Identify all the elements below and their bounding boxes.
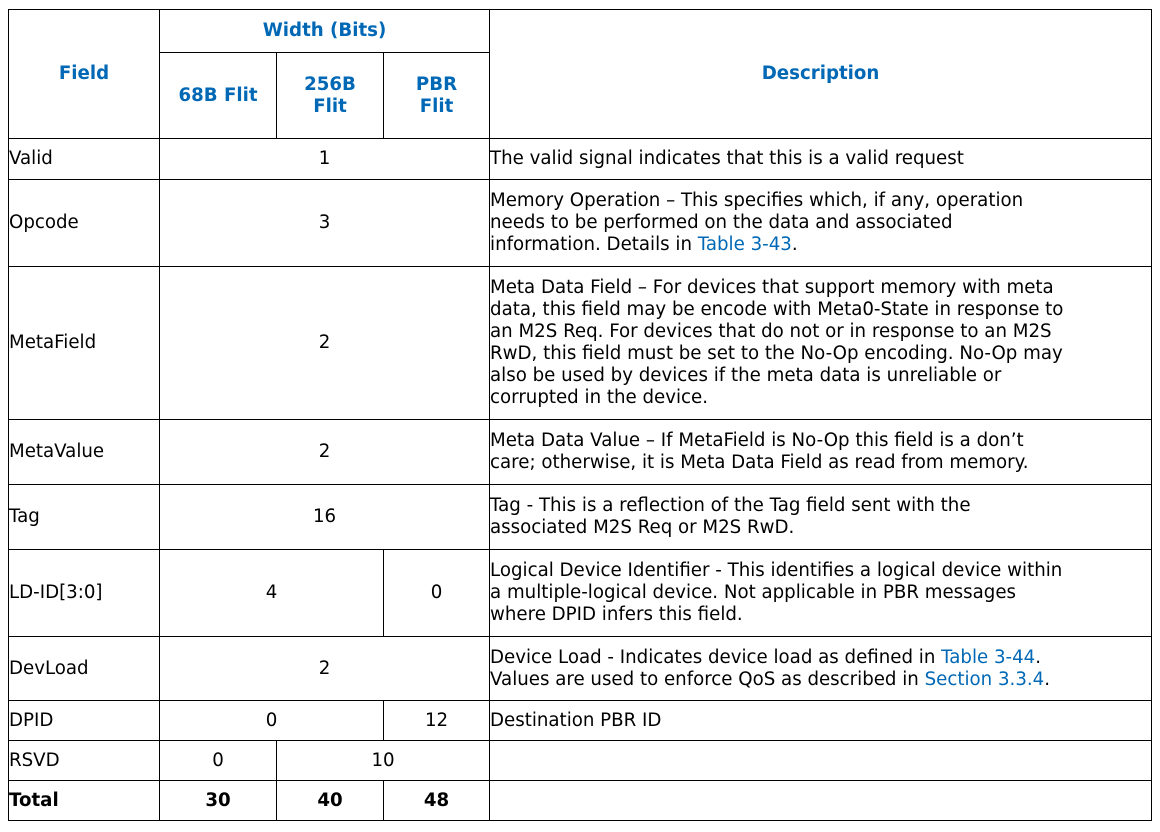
field-ld-id: LD-ID[3:0] bbox=[9, 550, 160, 637]
desc-metafield: Meta Data Field – For devices that support memory with meta data, this field may be encode with Meta0-State in response to an M2S Req. For devices that do not or in response to an M2S RwD, this field must be set to the No-Op encoding. No-Op may also be used by devices if the meta data is unreliable or corrupted in the device. bbox=[490, 267, 1152, 420]
field-valid: Valid bbox=[9, 139, 160, 180]
width-total-pbr: 48 bbox=[384, 781, 490, 821]
header-256b-flit: 256B Flit bbox=[277, 53, 384, 139]
field-devload: DevLoad bbox=[9, 637, 160, 701]
header-field: Field bbox=[9, 10, 160, 139]
desc-metavalue: Meta Data Value – If MetaField is No-Op this field is a don’t care; otherwise, it is Meta Data Field as read from memory. bbox=[490, 420, 1152, 485]
desc-valid: The valid signal indicates that this is a valid request bbox=[490, 139, 1152, 180]
width-rsvd-256-pbr: 10 bbox=[277, 741, 490, 781]
table-row bbox=[9, 701, 1152, 741]
desc-dpid: Destination PBR ID bbox=[490, 701, 1152, 741]
desc-opcode: Memory Operation – This specifies which, if any, operation needs to be performed on the data and associated information. Details in Table 3-43. bbox=[490, 180, 1152, 267]
desc-tag: Tag - This is a reflection of the Tag field sent with the associated M2S Req or M2S RwD. bbox=[490, 485, 1152, 550]
width-rsvd-68: 0 bbox=[160, 741, 277, 781]
header-description: Description bbox=[490, 10, 1152, 139]
table-row bbox=[9, 420, 1152, 485]
width-valid: 1 bbox=[160, 139, 490, 180]
width-ld-id-68-256: 4 bbox=[160, 550, 384, 637]
width-total-68: 30 bbox=[160, 781, 277, 821]
field-metafield: MetaField bbox=[9, 267, 160, 420]
table-row bbox=[9, 741, 1152, 781]
header-68b-flit: 68B Flit bbox=[160, 53, 277, 139]
link-section-3-3-4[interactable]: Section 3.3.4 bbox=[924, 668, 1045, 690]
width-opcode: 3 bbox=[160, 180, 490, 267]
width-devload: 2 bbox=[160, 637, 490, 701]
table-row-total bbox=[9, 781, 1152, 821]
field-dpid: DPID bbox=[9, 701, 160, 741]
field-opcode: Opcode bbox=[9, 180, 160, 267]
link-table-3-44[interactable]: Table 3-44 bbox=[941, 646, 1036, 668]
width-ld-id-pbr: 0 bbox=[384, 550, 490, 637]
field-rsvd: RSVD bbox=[9, 741, 160, 781]
desc-ld-id: Logical Device Identifier - This identifies a logical device within a multiple-logical device. Not applicable in PBR messages where DPID infers this field. bbox=[490, 550, 1152, 637]
width-metavalue: 2 bbox=[160, 420, 490, 485]
width-dpid-68-256: 0 bbox=[160, 701, 384, 741]
header-width-bits: Width (Bits) bbox=[160, 10, 490, 53]
desc-rsvd bbox=[490, 741, 1152, 781]
table-row bbox=[9, 180, 1152, 267]
field-width-table bbox=[8, 9, 1152, 821]
desc-devload: Device Load - Indicates device load as defined in Table 3-44. Values are used to enforce QoS as described in Section 3.3.4. bbox=[490, 637, 1152, 701]
width-tag: 16 bbox=[160, 485, 490, 550]
table-row bbox=[9, 485, 1152, 550]
link-table-3-43[interactable]: Table 3-43 bbox=[697, 234, 792, 255]
field-metavalue: MetaValue bbox=[9, 420, 160, 485]
table-row bbox=[9, 267, 1152, 420]
table-row bbox=[9, 637, 1152, 701]
table-row bbox=[9, 139, 1152, 180]
field-total: Total bbox=[9, 781, 160, 821]
field-tag: Tag bbox=[9, 485, 160, 550]
width-metafield: 2 bbox=[160, 267, 490, 420]
width-dpid-pbr: 12 bbox=[384, 701, 490, 741]
table-row bbox=[9, 550, 1152, 637]
header-pbr-flit: PBR Flit bbox=[384, 53, 490, 139]
width-total-256: 40 bbox=[277, 781, 384, 821]
desc-total bbox=[490, 781, 1152, 821]
